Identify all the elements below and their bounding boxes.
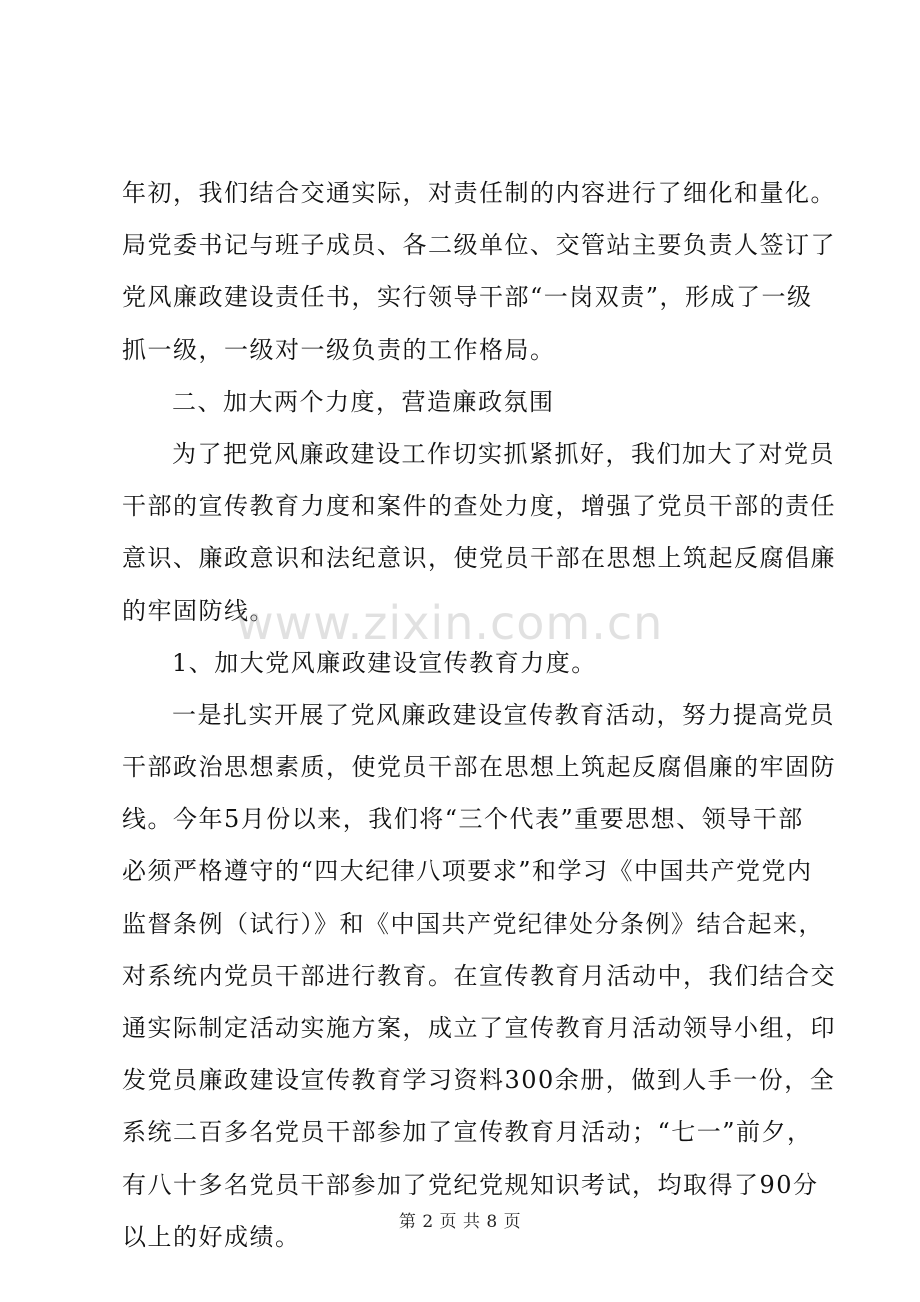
section-heading: 二、加大两个力度，营造廉政氛围 [172, 387, 555, 416]
text-line: 党风廉政建设责任书，实行领导干部“一岗双责”，形成了一级 [122, 283, 813, 312]
text-line: 对系统内党员干部进行教育。在宣传教育月活动中，我们结合交 [122, 961, 836, 990]
text-line: 发党员廉政建设宣传教育学习资料300余册，做到人手一份，全 [122, 1066, 836, 1095]
text-line: 有八十多名党员干部参加了党纪党规知识考试，均取得了90分 [122, 1170, 819, 1199]
text-line: 干部的宣传教育力度和案件的查处力度，增强了党员干部的责任 [122, 492, 836, 521]
text-line: 意识、廉政意识和法纪意识，使党员干部在思想上筑起反腐倡廉 [122, 544, 836, 573]
text-line: 局党委书记与班子成员、各二级单位、交管站主要负责人签订了 [122, 231, 836, 260]
text-line: 必须严格遵守的“四大纪律八项要求”和学习《中国共产党党内 [122, 857, 813, 886]
text-line: 线。今年5月份以来，我们将“三个代表”重要思想、领导干部 [122, 805, 804, 834]
page-number: 第 2 页 共 8 页 [398, 1212, 522, 1232]
text-line: 以上的好成绩。 [122, 1222, 301, 1251]
text-line: 的牢固防线。 [122, 596, 275, 625]
text-line: 通实际制定活动实施方案，成立了宣传教育月活动领导小组，印 [122, 1014, 836, 1042]
text-line: 年初，我们结合交通实际，对责任制的内容进行了细化和量化。 [122, 179, 836, 207]
text-line: 监督条例（试行）》和《中国共产党纪律处分条例》结合起来， [122, 909, 824, 938]
text-line: 系统二百多名党员干部参加了宣传教育月活动；“七一”前夕， [122, 1118, 813, 1147]
text-line: 抓一级，一级对一级负责的工作格局。 [122, 335, 556, 364]
paragraph-start-line: 为了把党风廉政建设工作切实抓紧抓好，我们加大了对党员 [172, 439, 835, 468]
paragraph-start-line: 一是扎实开展了党风廉政建设宣传教育活动，努力提高党员 [172, 700, 835, 729]
document-body [122, 167, 836, 1263]
text-line: 干部政治思想素质，使党员干部在思想上筑起反腐倡廉的牢固防 [122, 753, 836, 782]
watermark: www.zixin.com.cn [236, 596, 664, 650]
subsection-heading: 1、加大党风廉政建设宣传教育力度。 [172, 648, 597, 677]
